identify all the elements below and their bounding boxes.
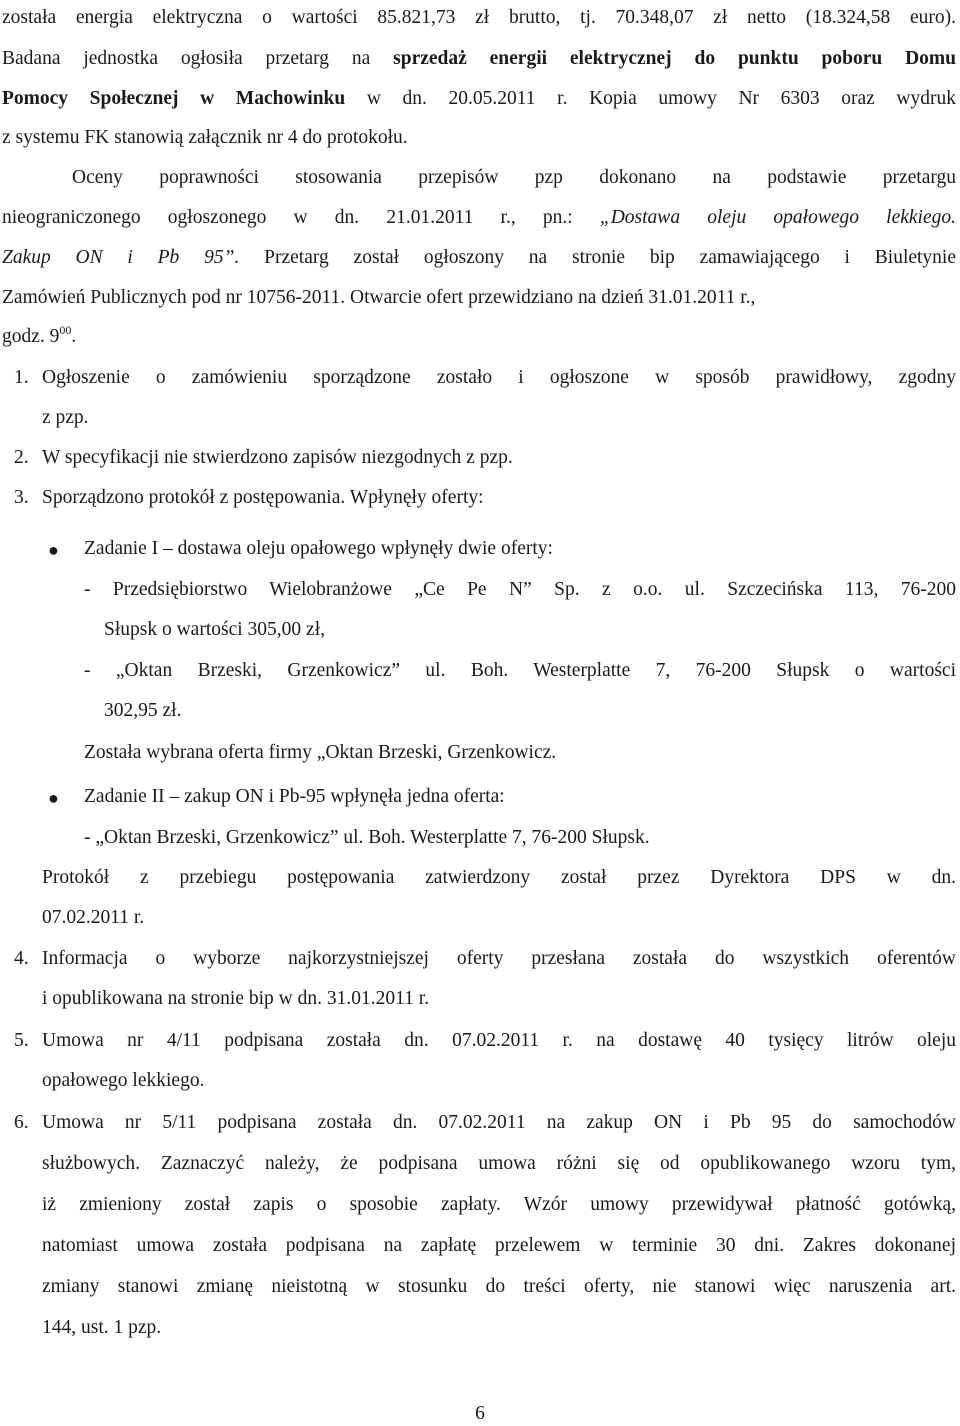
protocol-line: 07.02.2011 r. [42, 907, 145, 928]
protocol-line: Protokół z przebiegu postępowania zatwierdzony został przez Dyrektora DPS w dn. [42, 867, 956, 888]
list-item: natomiast umowa została podpisana na zapłatę przelewem w terminie 30 dni. Zakres dokonanej [42, 1235, 956, 1256]
list-item: służbowych. Zaznaczyć należy, że podpisana umowa różni się od opublikowanego wzoru tym, [42, 1153, 956, 1174]
list-number: 4. [14, 948, 29, 969]
bullet-item: Zadanie II – zakup ON i Pb-95 wpłynęła jedna oferta: [84, 786, 505, 807]
list-item: Sporządzono protokół z postępowania. Wpłynęły oferty: [42, 487, 484, 508]
list-number: 2. [14, 447, 29, 468]
list-number: 1. [14, 367, 29, 388]
list-item: opałowego lekkiego. [42, 1070, 205, 1091]
offer-line: 302,95 zł. [104, 700, 182, 721]
list-item: Ogłoszenie o zamówieniu sporządzone zostało i ogłoszone w sposób prawidłowy, zgodny [42, 367, 956, 388]
list-number: 5. [14, 1030, 29, 1051]
list-item: zmiany stanowi zmianę nieistotną w stosunku do treści oferty, nie stanowi więc naruszenia art. [42, 1276, 956, 1297]
bold-phrase: sprzedaż energii elektrycznej do punktu poboru Domu [393, 48, 956, 69]
bullet-item: Zadanie I – dostawa oleju opałowego wpłynęły dwie oferty: [84, 538, 553, 559]
offer-line: - „Oktan Brzeski, Grzenkowicz” ul. Boh. Westerplatte 7, 76-200 Słupsk. [84, 827, 650, 848]
list-item: i opublikowana na stronie bip w dn. 31.01.2011 r. [42, 988, 430, 1009]
list-number: 3. [14, 487, 29, 508]
list-item: Umowa nr 4/11 podpisana została dn. 07.02.2011 r. na dostawę 40 tysięcy litrów oleju [42, 1030, 956, 1051]
paragraph-line: Pomocy Społecznej w Machowinku w dn. 20.05.2011 r. Kopia umowy Nr 6303 oraz wydruk [2, 88, 956, 109]
bold-phrase: Pomocy Społecznej w Machowinku [2, 88, 346, 109]
list-item: z pzp. [42, 407, 89, 428]
paragraph-line: Zakup ON i Pb 95”. Przetarg został ogłoszony na stronie bip zamawiającego i Biuletynie [2, 247, 957, 268]
bullet-icon: ● [48, 540, 59, 560]
list-item: iż zmieniony został zapis o sposobie zapłaty. Wzór umowy przewidywał płatność gotówką, [42, 1194, 956, 1215]
offer-line: Słupsk o wartości 305,00 zł, [104, 619, 325, 640]
italic-title: Zakup ON i Pb 95”. [2, 247, 240, 268]
bullet-icon: ● [48, 788, 59, 808]
paragraph-line: Badana jednostka ogłosiła przetarg na sprzedaż energii elektrycznej do punktu poboru Domu [2, 48, 956, 69]
list-item: Informacja o wyborze najkorzystniejszej oferty przesłana została do wszystkich oferentów [42, 948, 956, 969]
list-item: W specyfikacji nie stwierdzono zapisów niezgodnych z pzp. [42, 447, 513, 468]
chosen-offer: Została wybrana oferta firmy „Oktan Brzeski, Grzenkowicz. [84, 742, 557, 763]
italic-title: „Dostawa oleju opałowego lekkiego. [599, 207, 956, 228]
paragraph-line: została energia elektryczna o wartości 85.821,73 zł brutto, tj. 70.348,07 zł netto (18.324,58 euro). [2, 7, 956, 28]
page-number: 6 [475, 1403, 485, 1424]
offer-line: - „Oktan Brzeski, Grzenkowicz” ul. Boh. Westerplatte 7, 76-200 Słupsk o wartości [84, 660, 956, 681]
paragraph-line: godz. $9^{00}$. [2, 323, 77, 347]
paragraph-line: z systemu FK stanowią załącznik nr 4 do protokołu. [2, 127, 408, 148]
paragraph-line: Zamówień Publicznych pod nr 10756-2011. Otwarcie ofert przewidziano na dzień 31.01.2011 r., [2, 287, 756, 308]
offer-line: - Przedsiębiorstwo Wielobranżowe „Ce Pe N” Sp. z o.o. ul. Szczecińska 113, 76-200 [84, 579, 956, 600]
list-item: Umowa nr 5/11 podpisana została dn. 07.02.2011 na zakup ON i Pb 95 do samochodów [42, 1112, 956, 1133]
list-number: 6. [14, 1112, 29, 1133]
paragraph-line: Oceny poprawności stosowania przepisów pzp dokonano na podstawie przetargu [72, 167, 956, 188]
paragraph-line: nieograniczonego ogłoszonego w dn. 21.01.2011 r., pn.: „Dostawa oleju opałowego lekkiego. [2, 207, 956, 228]
list-item: 144, ust. 1 pzp. [42, 1317, 162, 1338]
